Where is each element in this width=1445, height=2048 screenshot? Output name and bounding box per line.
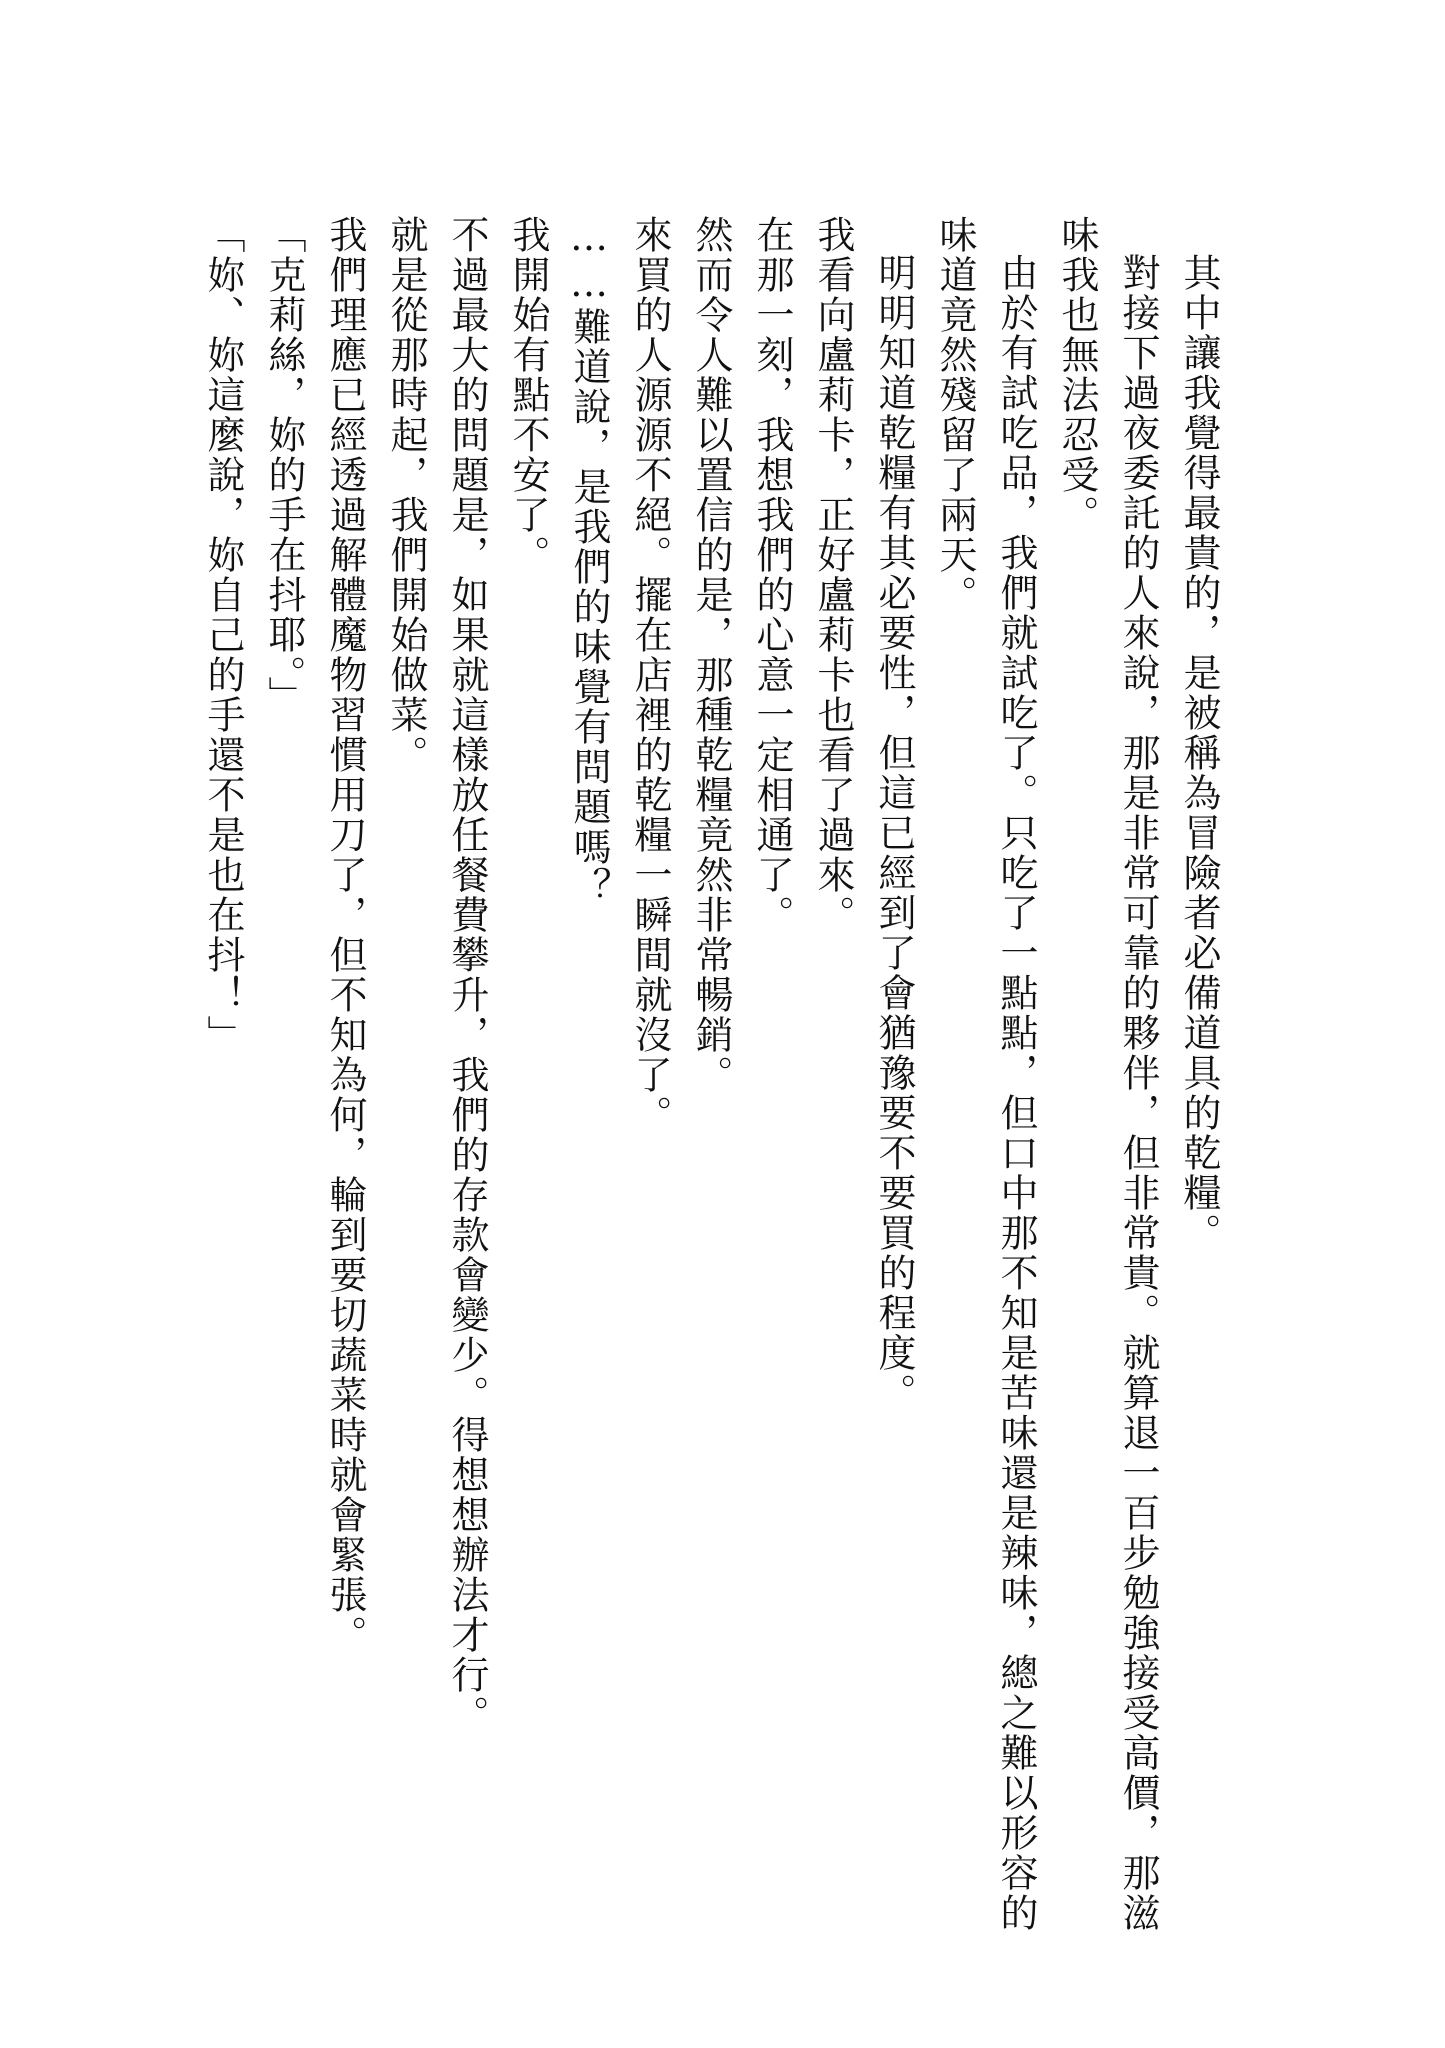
- paragraph: 明明知道乾糧有其必要性，但這已經到了會猶豫要不要買的程度。: [872, 253, 916, 1413]
- paragraph: 我們理應已經透過解體魔物習慣用刀了，但不知為何，輪到要切蔬菜時就會緊張。: [323, 215, 367, 1655]
- paragraph: ……難道說，是我們的味覺有問題嗎？: [567, 215, 611, 907]
- paragraph: 來買的人源源不絕。擺在店裡的乾糧一瞬間就沒了。: [628, 215, 672, 1135]
- paragraph: 其中讓我覺得最貴的，是被稱為冒險者必備道具的乾糧。: [1177, 253, 1221, 1253]
- dialogue-line: 「妳、妳這麼說，妳自己的手還不是也在抖！」: [201, 215, 245, 1055]
- paragraph: 就是從那時起，我們開始做菜。: [384, 215, 428, 775]
- paragraph: 不過最大的問題是，如果就這樣放任餐費攀升，我們的存款會變少。得想想辦法才行。: [445, 215, 489, 1735]
- paragraph: 在那一刻，我想我們的心意一定相通了。: [750, 215, 794, 935]
- paragraph: 我看向盧莉卡，正好盧莉卡也看了過來。: [811, 215, 855, 935]
- paragraph: 然而令人難以置信的是，那種乾糧竟然非常暢銷。: [689, 215, 733, 1095]
- paragraph: 由於有試吃品，我們就試吃了。只吃了一點點，但口中那不知是苦味還是辣味，總之難以形容的味道竟然殘留了兩天。: [933, 215, 1038, 1933]
- paragraph: 對接下過夜委託的人來說，那是非常可靠的夥伴，但非常貴。就算退一百步勉強接受高價，那滋味我也無法忍受。: [1055, 215, 1160, 1933]
- vertical-text-body: [192, 215, 1229, 1935]
- paragraph: 我開始有點不安了。: [506, 215, 550, 575]
- dialogue-line: 「克莉絲，妳的手在抖耶。」: [262, 215, 306, 716]
